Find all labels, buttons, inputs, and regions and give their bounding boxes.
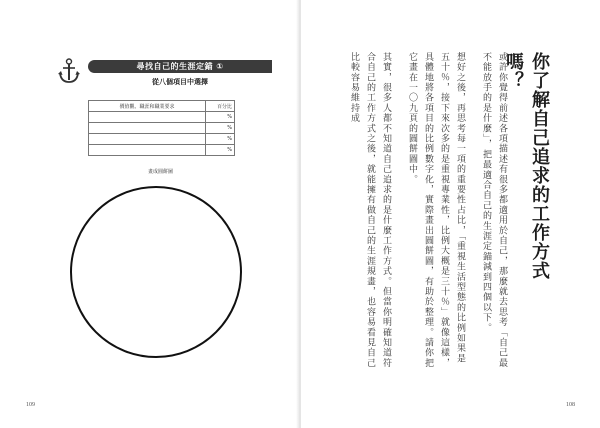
value-percentage-table [88, 100, 235, 156]
percentage-cell[interactable]: % [206, 123, 235, 134]
chapter-title: 你了解自己追求的工作方式嗎？ [503, 52, 550, 280]
paragraph: 其實，很多人都不知道自己追求的是什麼工作方式。但當你明確知道符合自己的工作方式之後，就能擁有做自己的生涯規畫，也容易看見自己比較容易維持成 [349, 52, 391, 369]
left-page [0, 0, 299, 428]
worksheet-header: 尋找自己的生涯定錨 ① [88, 60, 272, 73]
percentage-cell[interactable]: % [206, 145, 235, 156]
pie-chart-circle[interactable] [69, 185, 243, 359]
percentage-cell[interactable]: % [206, 134, 235, 145]
body-text [330, 52, 510, 372]
table-row [89, 145, 234, 156]
column-header-percentage: 百分比 [206, 101, 235, 112]
pie-chart-label: 畫成圓餅圖 [147, 169, 173, 175]
table-row [89, 134, 234, 145]
value-cell[interactable] [89, 134, 206, 145]
paragraph: 或許你覺得前述各項描述有很多都適用於自己，那麼就去思考「自己最不能放手的是什麼」，把最適合自己的生涯定錨減到四個以下。 [481, 52, 507, 369]
page-number: 109 [26, 402, 35, 408]
value-cell[interactable] [89, 123, 206, 134]
column-header-value: 價值觀、職涯和職業要求 [89, 101, 206, 112]
value-cell[interactable] [89, 112, 206, 123]
worksheet-subtitle: 從八個項目中選擇 [152, 78, 208, 86]
percentage-cell[interactable]: % [206, 112, 235, 123]
page-number: 108 [566, 402, 575, 408]
table-row [89, 112, 234, 123]
table-row [89, 123, 234, 134]
value-cell[interactable] [89, 145, 206, 156]
paragraph: 想好之後，再思考每一項的重要性占比，「重視生活型態的比例如果是五十％，接下來次多的是重視專業性，比例大概是三十％」就像這樣，具體地將各項目的比例數字化，實際畫出圓餅圖，有助於整理。請你把它畫在一〇九頁的圓餅圖中。 [407, 52, 465, 369]
anchor-icon [58, 58, 80, 84]
